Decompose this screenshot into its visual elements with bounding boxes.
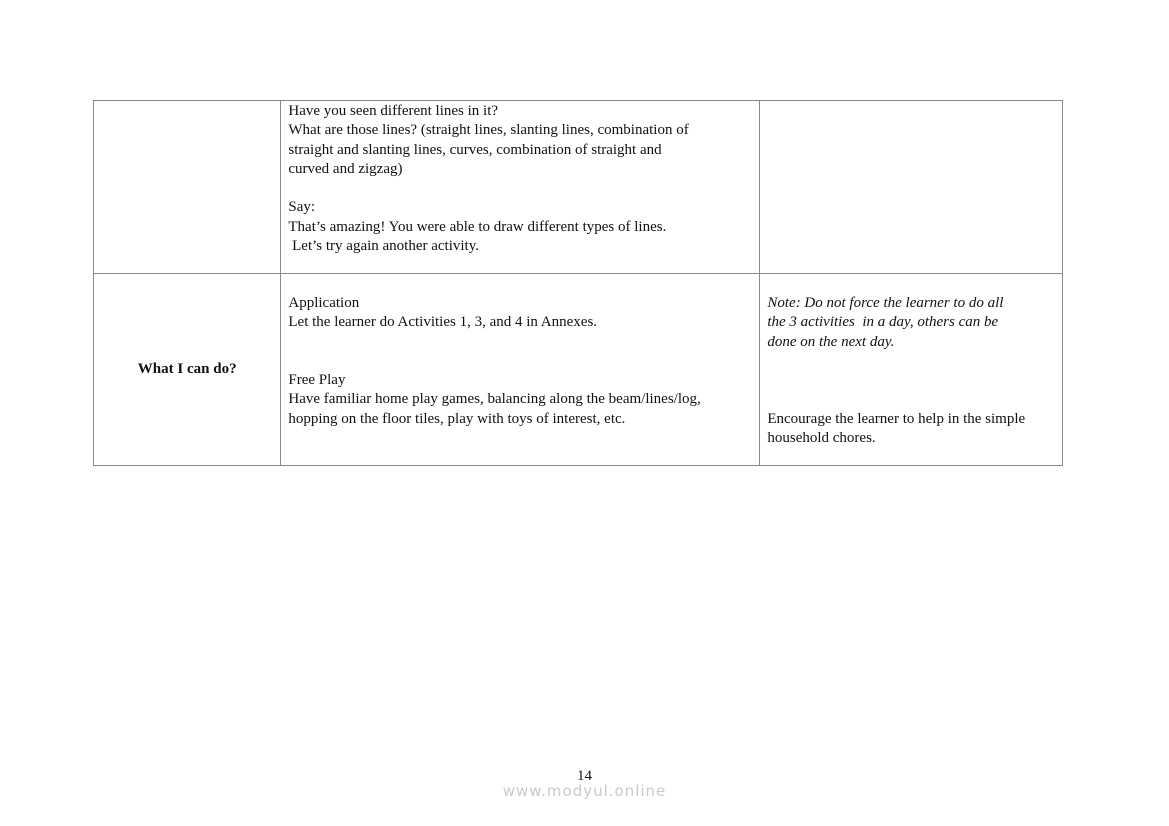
question-line: curved and zigzag): [288, 160, 403, 177]
note-text: Note: Do not force the learner to do all: [767, 295, 1004, 311]
lesson-plan-table: [93, 100, 1063, 466]
section-label: What I can do?: [137, 360, 237, 377]
say-line: Let’s try again another activity.: [288, 238, 480, 255]
question-line: Have you seen different lines in it?: [288, 103, 499, 119]
free-play-text: Have familiar home play games, balancing along the beam/lines/log,: [288, 391, 701, 408]
encourage-text: Encourage the learner to help in the simple: [767, 410, 1026, 427]
say-line: That’s amazing! You were able to draw different types of lines.: [288, 218, 667, 235]
activity-cell: [281, 101, 760, 274]
spacer: [288, 179, 752, 198]
notes-cell: [760, 101, 1063, 274]
page-number: 14: [577, 768, 592, 784]
question-line: What are those lines? (straight lines, slanting lines, combination of: [288, 122, 689, 139]
application-text: Let the learner do Activities 1, 3, and 4 in Annexes.: [288, 314, 598, 331]
spacer: [767, 352, 1055, 410]
note-text: the 3 activities in a day, others can be: [767, 314, 999, 331]
note-text: done on the next day.: [767, 333, 895, 350]
encourage-text: household chores.: [767, 430, 876, 447]
question-line: straight and slanting lines, curves, combination of straight and: [288, 141, 662, 158]
section-label-cell: [94, 274, 281, 466]
say-heading: Say:: [288, 199, 316, 216]
activity-cell: [281, 274, 760, 466]
table-row: [94, 101, 1063, 274]
section-label-cell: [94, 101, 281, 274]
watermark: www.modyul.online: [502, 782, 667, 800]
table-row: [94, 274, 1063, 466]
free-play-heading: Free Play: [288, 372, 346, 389]
notes-cell: [760, 274, 1063, 466]
spacer: [288, 333, 752, 372]
application-heading: Application: [288, 295, 360, 311]
free-play-text: hopping on the floor tiles, play with toys of interest, etc.: [288, 410, 626, 427]
